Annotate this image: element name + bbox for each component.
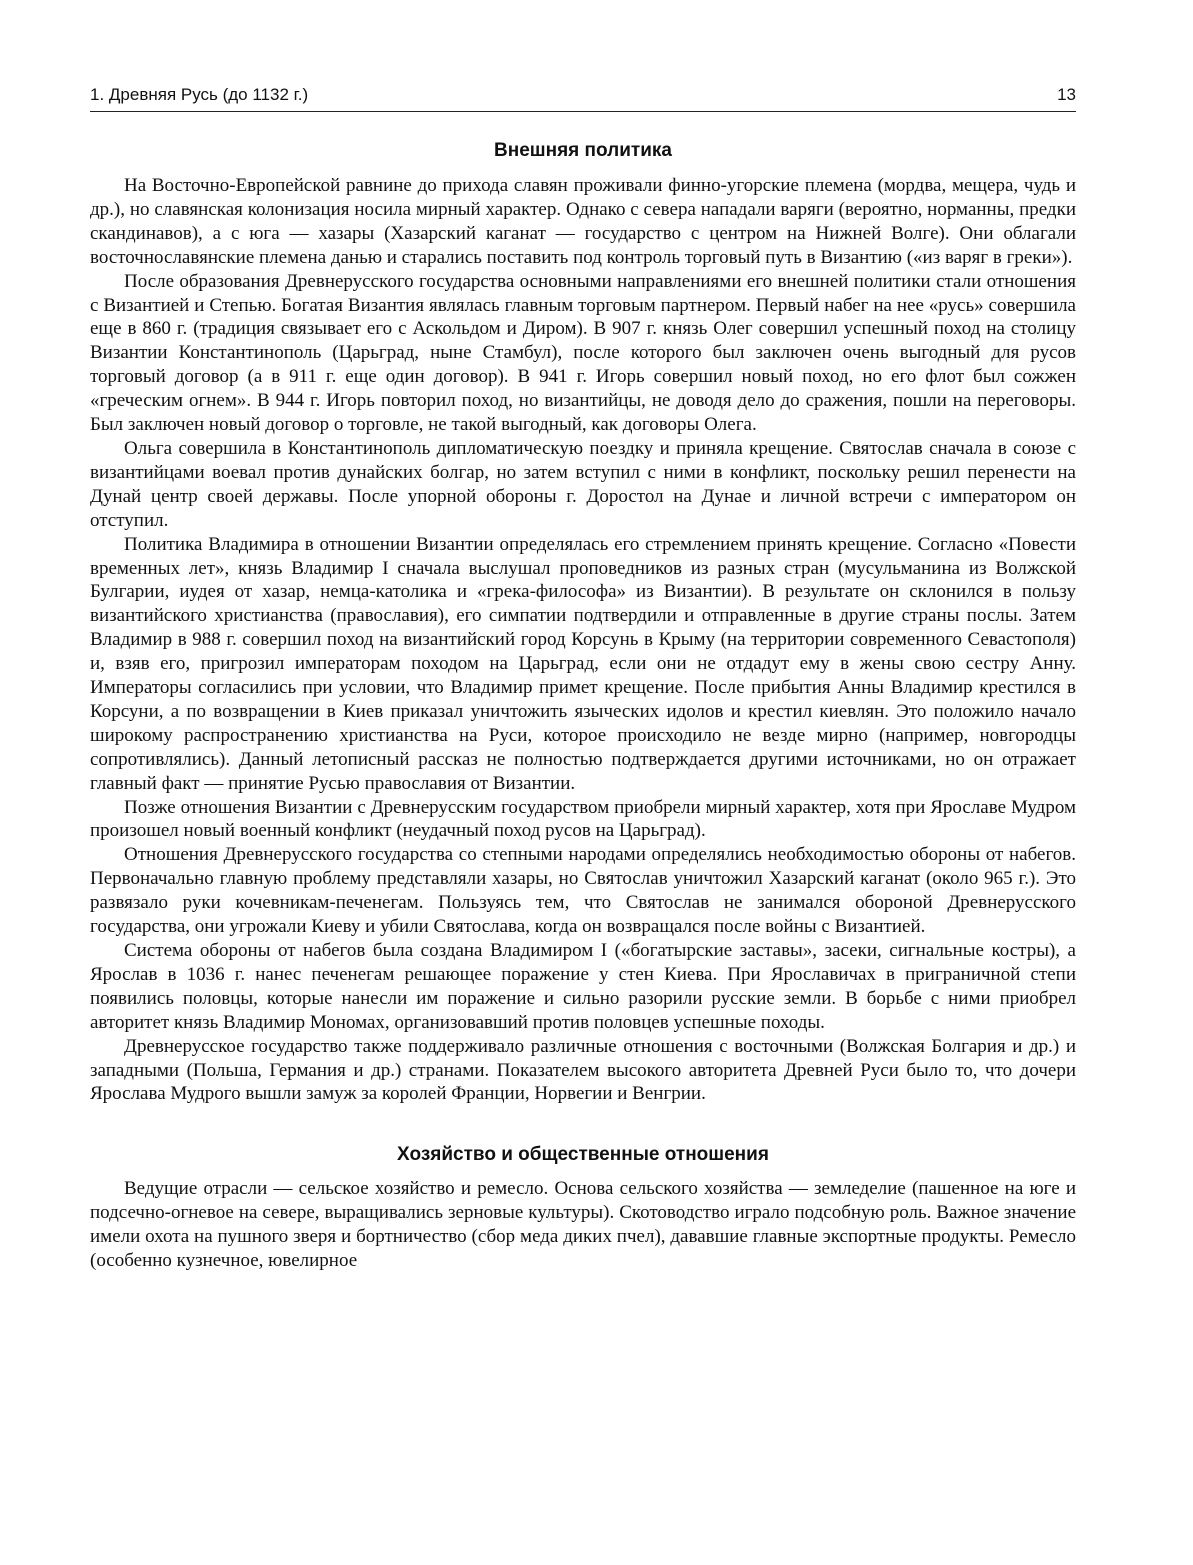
- paragraph: Древнерусское государство также поддерживало различные отношения с восточными (Волжская Болгария и др.) и западными (Польша, Германия и др.) странами. Показателем высокого авторитета Древней Руси было то, что дочери Ярослава Мудрого вышли замуж за королей Франции, Норвегии и Венгрии.: [90, 1035, 1076, 1105]
- page-number: 13: [1057, 85, 1076, 104]
- running-header: [90, 84, 1076, 112]
- paragraph: Ведущие отрасли — сельское хозяйство и ремесло. Основа сельского хозяйства — земледелие (пашенное на юге и подсечно-огневое на севере, выращивались зерновые культуры). Скотоводство играло подсобную роль. Важное значение имели охота на пушного зверя и бортничество (сбор меда диких пчел), дававшие главные экспортные продукты. Ремесло (особенно кузнечное, ювелирное: [90, 1178, 1076, 1272]
- section-body-economy: [90, 1177, 1076, 1273]
- paragraph: Ольга совершила в Константинополь дипломатическую поездку и приняла крещение. Святослав сначала в союзе с византийцами воевал против дунайских болгар, но затем вступил с ними в конфликт, поскольку решил перенести на Дунай центр своей державы. После упорной обороны г. Доростол на Дунае и личной встречи с императором он отступил.: [90, 437, 1076, 531]
- paragraph: Позже отношения Византии с Древнерусским государством приобрели мирный характер, хотя при Ярославе Мудром произошел новый военный конфликт (неудачный поход русов на Царьград).: [90, 796, 1076, 842]
- paragraph: После образования Древнерусского государства основными направлениями его внешней политики стали отношения с Византией и Степью. Богатая Византия являлась главным торговым партнером. Первый набег на нее «русь» совершила еще в 860 г. (традиция связывает его с Аскольдом и Диром). В 907 г. князь Олег совершил успешный поход на столицу Византии Константинополь (Царьград, ныне Стамбул), после которого был заключен очень выгодный для русов торговый договор (а в 911 г. еще один договор). В 941 г. Игорь совершил новый поход, но его флот был сожжен «греческим огнем». В 944 г. Игорь повторил поход, но византийцы, не доводя дело до сражения, пошли на переговоры. Был заключен новый договор о торговле, не такой выгодный, как договоры Олега.: [90, 270, 1076, 436]
- book-page: [90, 84, 1076, 1273]
- paragraph: Политика Владимира в отношении Византии определялась его стремлением принять крещение. Согласно «Повести временных лет», князь Владимир I сначала выслушал проповедников из разных стран (мусульманина из Волжской Булгарии, иудея от хазар, немца-католика и «грека-философа» из Византии). В результате он склонился в пользу византийского христианства (православия), его симпатии подтвердили и отправленные в другие страны послы. Затем Владимир в 988 г. совершил поход на византийский город Корсунь в Крыму (на территории современного Севастополя) и, взяв его, пригрозил императорам походом на Царьград, если они не отдадут ему в жены свою сестру Анну. Императоры согласились при условии, что Владимир примет крещение. После прибытия Анны Владимир крестился в Корсуни, а по возвращении в Киев приказал уничтожить языческих идолов и крестил киевлян. Это положило начало широкому распространению христианства на Руси, которое происходило не везде мирно (например, новгородцы сопротивлялись). Данный летописный рассказ не полностью подтверждается другими источниками, но он отражает главный факт — принятие Русью православия от Византии.: [90, 533, 1076, 794]
- paragraph: Система обороны от набегов была создана Владимиром I («богатырские заставы», засеки, сигнальные костры), а Ярослав в 1036 г. нанес печенегам решающее поражение у стен Киева. При Ярославичах в приграничной степи появились половцы, которые нанесли им поражение и сильно разорили русские земли. В борьбе с ними приобрел авторитет князь Владимир Мономах, организовавший против половцев успешные походы.: [90, 940, 1076, 1033]
- section-title-economy: Хозяйство и общественные отношения: [397, 1144, 769, 1166]
- paragraph: Отношения Древнерусского государства со степными народами определялись необходимостью обороны от набегов. Первоначально главную проблему представляли хазары, но Святослав уничтожил Хазарский каганат (около 965 г.). Это развязало руки кочевникам-печенегам. Пользуясь тем, что Святослав не занимался обороной Древнерусского государства, они угрожали Киеву и убили Святослава, когда он возвращался после войны с Византией.: [90, 844, 1076, 938]
- section-body-foreign-policy: [90, 174, 1076, 1106]
- chapter-title: 1. Древняя Русь (до 1132 г.): [90, 85, 309, 104]
- paragraph: На Восточно-Европейской равнине до прихода славян проживали финно-угорские племена (мордва, мещера, чудь и др.), но славянская колонизация носила мирный характер. Однако с севера нападали варяги (вероятно, норманны, предки скандинавов), а с юга — хазары (Хазарский каганат — государство с центром на Нижней Волге). Они облагали восточнославянские племена данью и старались поставить под контроль торговый путь в Византию («из варяг в греки»).: [90, 175, 1076, 268]
- section-title-foreign-policy: Внешняя политика: [494, 140, 672, 161]
